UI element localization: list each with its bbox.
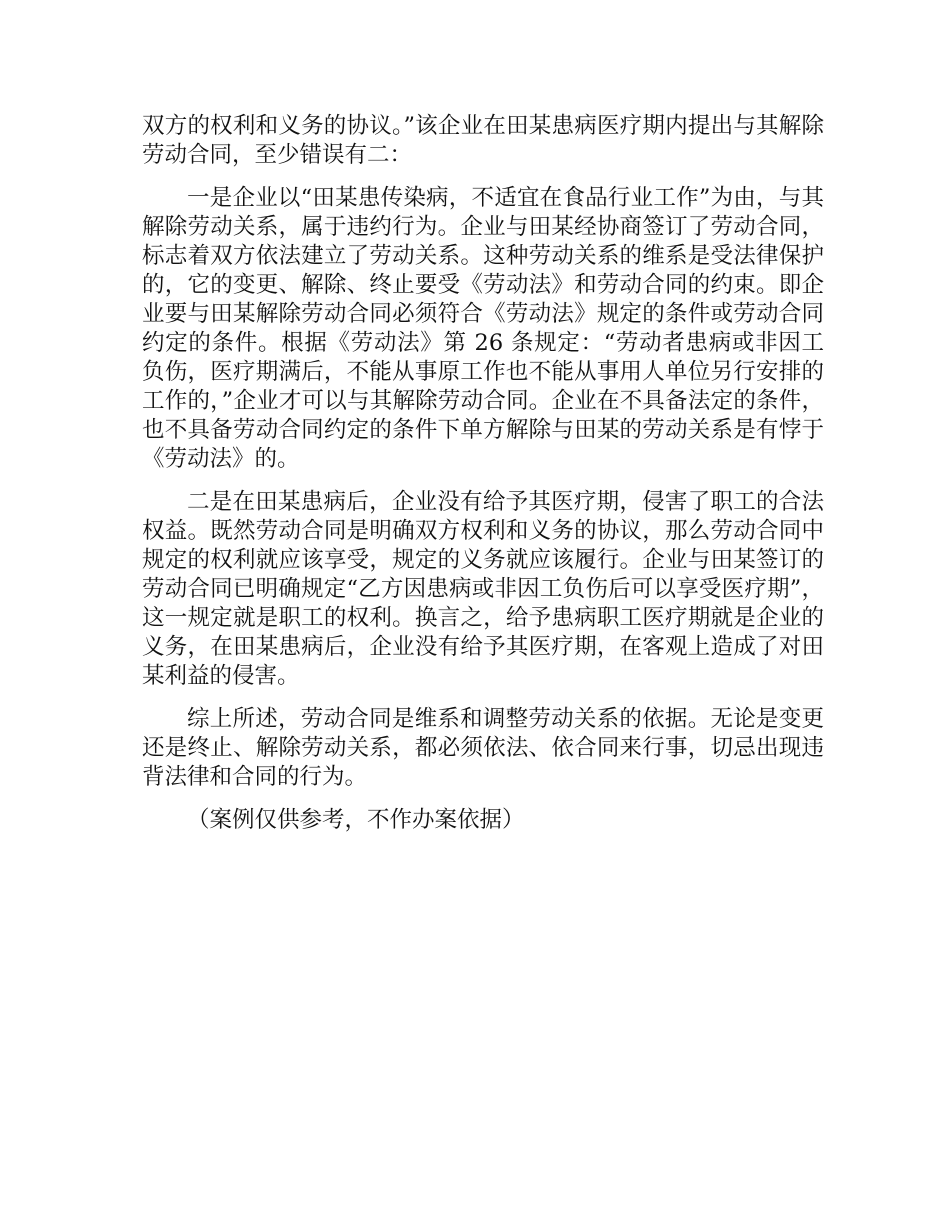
paragraph-first-error: 一是企业以“田某患传染病，不适宜在食品行业工作”为由，与其解除劳动关系，属于违约行为。企业与田某经协商签订了劳动合同，标志着双方依法建立了劳动关系。这种劳动关系的维系是受法律保护的，它的变更、解除、终止要受《劳动法》和劳动合同的约束。即企业要与田某解除劳动合同必须符合《劳动法》规定的条件或劳动合同约定的条件。根据《劳动法》第 26 条规定：“劳动者患病或非因工负伤，医疗期满后，不能从事原工作也不能从事用人单位另行安排的工作的，”企业才可以与其解除劳动合同。企业在不具备法定的条件，也不具备劳动合同约定的条件下单方解除与田某的劳动关系是有悖于《劳动法》的。 — [142, 185, 824, 472]
disclaimer-note: （案例仅供参考，不作办案依据） — [187, 807, 525, 833]
paragraph-continuation: 双方的权利和义务的协议。”该企业在田某患病医疗期内提出与其解除劳动合同，至少错误有二： — [142, 113, 824, 168]
document-body — [142, 112, 824, 835]
paragraph-conclusion: 综上所述，劳动合同是维系和调整劳动关系的依据。无论是变更还是终止、解除劳动关系，都必须依法、依合同来行事，切忌出现违背法律和合同的行为。 — [142, 706, 824, 790]
paragraph-second-error: 二是在田某患病后，企业没有给予其医疗期，侵害了职工的合法权益。既然劳动合同是明确双方权利和义务的协议，那么劳动合同中规定的权利就应该享受，规定的义务就应该履行。企业与田某签订的劳动合同已明确规定“乙方因患病或非因工负伤后可以享受医疗期”，这一规定就是职工的权利。换言之，给予患病职工医疗期就是企业的义务，在田某患病后，企业没有给予其医疗期，在客观上造成了对田某利益的侵害。 — [142, 489, 824, 689]
